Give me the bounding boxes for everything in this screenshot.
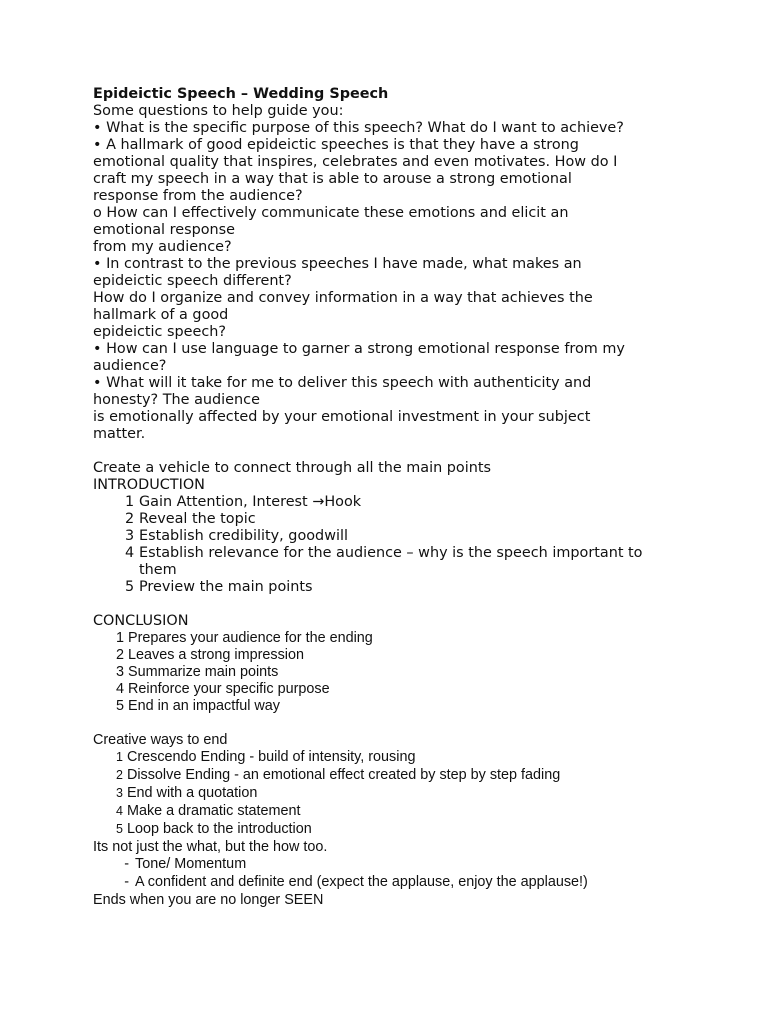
list-item [93, 874, 693, 892]
list-item [93, 494, 693, 511]
intro-line: • A hallmark of good epideictic speeches is that they have a strong [93, 137, 579, 153]
list-item-text: Reveal the topic [139, 511, 256, 527]
intro-line: response from the audience? [93, 188, 303, 204]
dash-list [93, 856, 693, 892]
list-item [93, 856, 693, 874]
list-item-text: End with a quotation [126, 785, 258, 801]
intro-line: o How can I effectively communicate these emotions and elicit an [93, 205, 569, 221]
intro-line: epideictic speech different? [93, 273, 292, 289]
list-number: 4 [125, 545, 135, 561]
intro-questions [93, 103, 693, 443]
list-number: 2 [116, 768, 123, 782]
intro-line: • What will it take for me to deliver this speech with authenticity and [93, 375, 592, 391]
intro-line: hallmark of a good [93, 307, 229, 323]
intro-line: • What is the specific purpose of this speech? What do I want to achieve? [93, 120, 624, 136]
list-item-text: Preview the main points [139, 579, 313, 595]
intro-line: Some questions to help guide you: [93, 103, 344, 119]
creative-list [93, 749, 693, 839]
intro-line: emotional quality that inspires, celebrates and even motivates. How do I [93, 154, 618, 170]
list-item: 3 Summarize main points [116, 664, 279, 680]
list-item-text: Tone/ Momentum [135, 856, 247, 872]
intro-line: • In contrast to the previous speeches I have made, what makes an [93, 256, 582, 272]
intro-line: epideictic speech? [93, 324, 227, 340]
intro-line: • How can I use language to garner a strong emotional response from my [93, 341, 625, 357]
intro-line: emotional response [93, 222, 235, 238]
introduction-heading: INTRODUCTION [93, 477, 205, 493]
intro-line: is emotionally affected by your emotional investment in your subject [93, 409, 591, 425]
list-item [93, 528, 693, 545]
spacer [93, 596, 693, 613]
dash-bullet-icon: - [124, 874, 129, 890]
list-number: 1 [116, 750, 123, 764]
list-number: 2 [125, 511, 135, 527]
spacer [93, 715, 693, 732]
intro-line: matter. [93, 426, 146, 442]
intro-line: from my audience? [93, 239, 232, 255]
list-item [93, 785, 693, 803]
list-item: 5 End in an impactful way [116, 698, 280, 714]
list-item [93, 767, 693, 785]
list-item [93, 579, 693, 596]
list-item-text: Dissolve Ending - an emotional effect created by step by step fading [126, 767, 561, 783]
list-item [93, 821, 693, 839]
how-line: Its not just the what, but the how too. [93, 839, 328, 855]
list-number: 5 [116, 822, 123, 836]
introduction-list [93, 494, 693, 596]
document-page [93, 86, 693, 909]
list-item-text: Make a dramatic statement [126, 803, 301, 819]
list-number: 5 [125, 579, 135, 595]
creative-heading: Creative ways to end [93, 732, 228, 748]
list-item [93, 545, 693, 579]
list-item-text: Loop back to the introduction [126, 821, 312, 837]
intro-line: How do I organize and convey information in a way that achieves the [93, 290, 593, 306]
document-title: Epideictic Speech – Wedding Speech [93, 86, 389, 102]
list-item-text: Crescendo Ending - build of intensity, rousing [126, 749, 416, 765]
list-item: 4 Reinforce your specific purpose [116, 681, 330, 697]
list-item: 2 Leaves a strong impression [116, 647, 304, 663]
closing-line: Ends when you are no longer SEEN [93, 892, 324, 908]
list-number: 4 [116, 804, 123, 818]
list-number: 3 [125, 528, 135, 544]
list-item [93, 511, 693, 528]
intro-line: honesty? The audience [93, 392, 260, 408]
dash-bullet-icon: - [124, 856, 129, 872]
list-item [93, 749, 693, 767]
list-item-text: Establish relevance for the audience – why is the speech important to them [139, 545, 643, 578]
list-item-text: Gain Attention, Interest →Hook [139, 494, 362, 510]
list-number: 1 [125, 494, 135, 510]
list-number: 3 [116, 786, 123, 800]
conclusion-list [93, 630, 693, 715]
list-item-text: Establish credibility, goodwill [139, 528, 348, 544]
list-item: 1 Prepares your audience for the ending [116, 630, 373, 646]
list-item [93, 803, 693, 821]
vehicle-line: Create a vehicle to connect through all the main points [93, 460, 491, 476]
intro-line: craft my speech in a way that is able to arouse a strong emotional [93, 171, 572, 187]
spacer [93, 443, 693, 460]
intro-line: audience? [93, 358, 167, 374]
conclusion-heading: CONCLUSION [93, 613, 189, 629]
list-item-text: A confident and definite end (expect the applause, enjoy the applause!) [135, 874, 588, 890]
